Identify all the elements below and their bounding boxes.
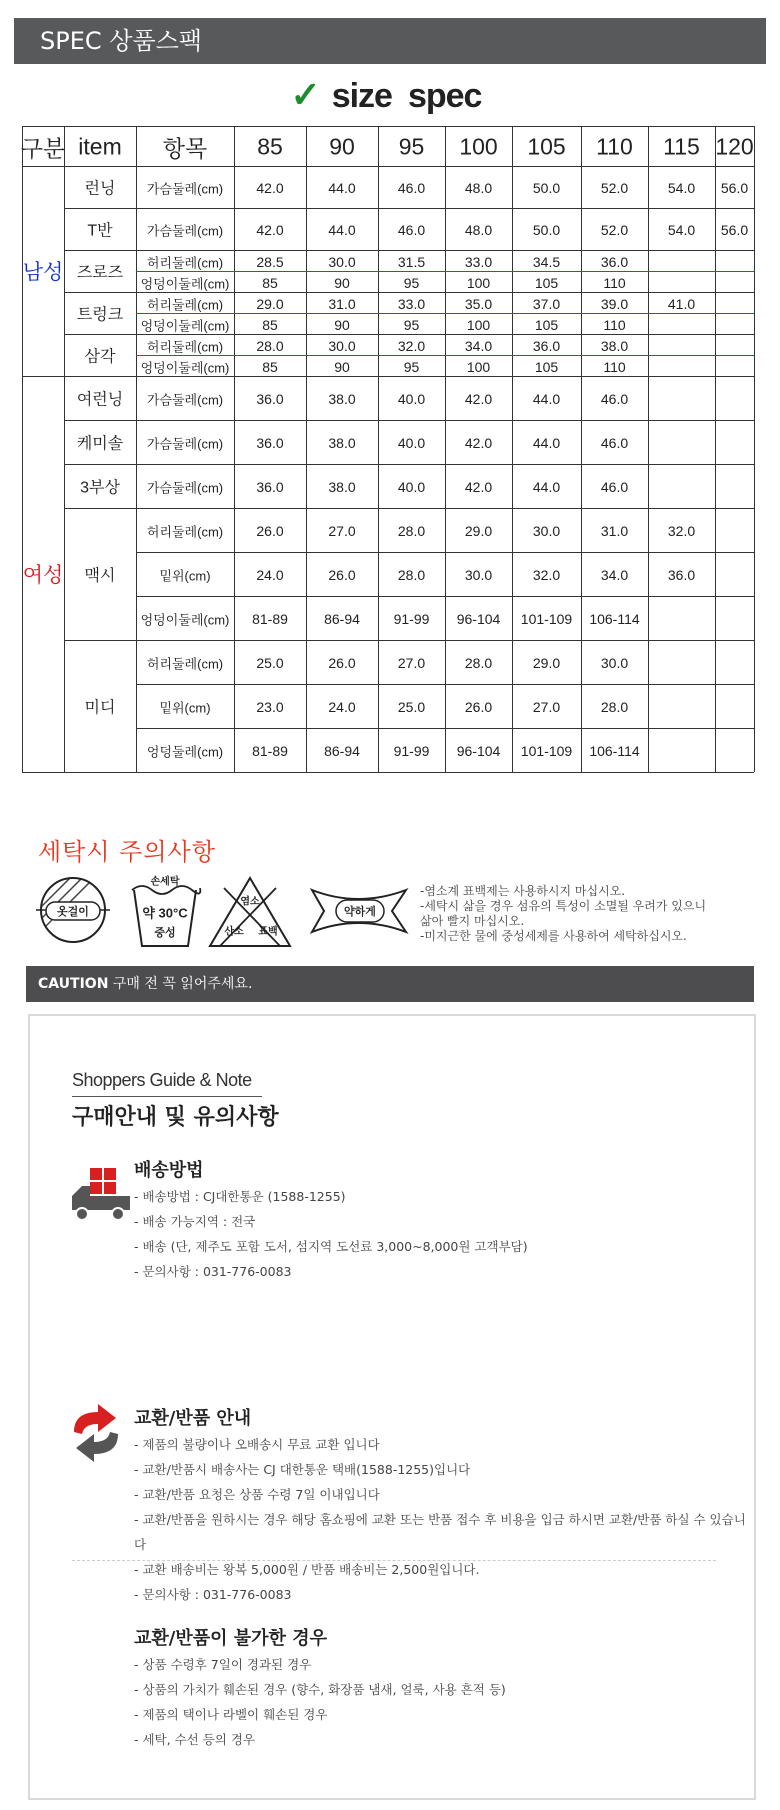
size-cell: 32.0: [667, 523, 696, 539]
bleach-label: 표백: [258, 926, 278, 938]
measure-label: 가슴둘레(cm): [146, 480, 224, 496]
table-row-line: [64, 508, 754, 509]
table-col-header: 115: [663, 133, 700, 160]
size-cell: 28.0: [464, 655, 493, 671]
size-cell: 91-99: [393, 611, 430, 627]
size-cell: 26.0: [464, 699, 493, 715]
measure-label: 엉덩이둘레(cm): [140, 276, 230, 291]
size-cell: 48.0: [464, 180, 493, 196]
size-cell: 52.0: [600, 180, 629, 196]
hand-wash-label: 손세탁: [150, 876, 180, 888]
table-col-header: item: [78, 133, 122, 160]
size-cell: 46.0: [600, 435, 629, 451]
not-allowed-line: - 상품의 가치가 훼손된 경우 (향수, 화장품 냄새, 얼룩, 사용 흔적 등): [134, 1682, 506, 1697]
size-cell: 86-94: [324, 743, 360, 759]
size-cell: 37.0: [532, 295, 561, 312]
table-row-line: [136, 552, 754, 553]
size-cell: 30.0: [532, 523, 561, 539]
size-cell: 38.0: [328, 435, 356, 451]
size-cell: 44.0: [532, 479, 561, 495]
size-cell: 56.0: [720, 180, 749, 196]
size-cell: 25.0: [397, 699, 426, 715]
size-cell: 39.0: [600, 295, 629, 312]
table-col-header: 95: [398, 133, 425, 160]
size-cell: 36.0: [600, 253, 629, 270]
care-note: -염소계 표백제는 사용하시지 마십시오.: [420, 884, 626, 898]
size-cell: 27.0: [532, 699, 561, 715]
size-cell: 110: [603, 274, 626, 291]
measure-label: 밑위(cm): [159, 568, 211, 584]
size-cell: 91-99: [393, 743, 430, 759]
size-cell: 42.0: [464, 391, 493, 407]
exchange-line: - 교환/반품을 원하시는 경우 해당 홈쇼핑에 교환 또는 반품 접수 후 비용을 입금 하시면 교환/반품 하실 수 있습니다: [134, 1512, 746, 1552]
size-cell: 28.0: [397, 567, 426, 583]
size-cell: 36.0: [532, 337, 561, 354]
size-cell: 46.0: [600, 391, 629, 407]
check-icon: ✓: [290, 74, 320, 115]
size-cell: 95: [403, 274, 420, 291]
guide-title-ko: 구매안내 및 유의사항: [72, 1105, 279, 1130]
size-cell: 101-109: [520, 743, 573, 759]
table-sub-line: [136, 355, 754, 356]
item-samgak: 삼각: [84, 348, 116, 366]
caution-text: 구매 전 꼭 읽어주세요.: [112, 976, 253, 992]
size-cell: 36.0: [256, 435, 284, 451]
size-cell: 26.0: [256, 523, 284, 539]
size-cell: 110: [603, 316, 626, 333]
table-col-line: [136, 126, 137, 772]
size-cell: 81-89: [252, 743, 288, 759]
item-sambu: 3부상: [80, 479, 120, 497]
size-cell: 28.5: [256, 253, 284, 270]
measure-label: 가슴둘레(cm): [146, 392, 224, 408]
table-col-header: 100: [459, 133, 498, 160]
size-cell: 33.0: [397, 295, 426, 312]
exchange-arrows-icon: [68, 1402, 124, 1464]
size-cell: 100: [466, 316, 491, 333]
size-cell: 101-109: [520, 611, 573, 627]
chlorine-label: 염소: [240, 896, 260, 908]
size-cell: 42.0: [464, 435, 493, 451]
size-cell: 28.0: [397, 523, 426, 539]
measure-label: 밑위(cm): [159, 700, 211, 716]
table-col-header: 90: [329, 133, 355, 160]
exchange-line: - 교환 배송비는 왕복 5,000원 / 반품 배송비는 2,500원입니다.: [134, 1562, 480, 1577]
hand-wash-icon: [128, 868, 202, 950]
size-cell: 100: [466, 274, 491, 291]
size-table: [22, 126, 754, 792]
size-cell: 38.0: [600, 337, 629, 354]
size-cell: 85: [262, 274, 278, 291]
not-allowed-line: - 세탁, 수선 등의 경우: [134, 1732, 255, 1747]
guide-title-en: Shoppers Guide & Note: [72, 1070, 252, 1090]
size-cell: 50.0: [532, 222, 561, 238]
measure-label: 허리둘레(cm): [146, 524, 224, 540]
size-cell: 34.0: [600, 567, 629, 583]
size-cell: 30.0: [600, 655, 629, 671]
size-cell: 42.0: [256, 180, 284, 196]
size-cell: 46.0: [397, 180, 426, 196]
table-col-line: [648, 126, 649, 772]
not-allowed-lines: [134, 1652, 506, 1752]
size-cell: 38.0: [328, 479, 356, 495]
table-row-line: [136, 596, 754, 597]
table-col-line: [512, 126, 513, 772]
hanger-label: 옷걸이: [57, 906, 89, 918]
size-word: size: [331, 77, 392, 115]
size-cell: 34.5: [532, 253, 561, 270]
item-w_running: 여런닝: [76, 391, 124, 409]
delivery-line: - 배송 (단, 제주도 포함 도서, 섬지역 도선료 3,000~8,000원 고객부담): [134, 1239, 528, 1254]
size-cell: 24.0: [328, 699, 356, 715]
size-cell: 100: [466, 358, 491, 375]
measure-label: 허리둘레(cm): [146, 656, 224, 672]
size-cell: 96-104: [456, 611, 501, 627]
size-cell: 40.0: [397, 479, 426, 495]
measure-label: 가슴둘레(cm): [146, 223, 224, 239]
size-cell: 56.0: [720, 222, 749, 238]
iron-low-icon: [306, 884, 412, 938]
delivery-line: - 배송방법 : CJ대한통운 (1588-1255): [134, 1189, 346, 1204]
size-cell: 105: [534, 358, 559, 375]
size-cell: 81-89: [252, 611, 288, 627]
group-men: 남성: [22, 261, 64, 284]
size-cell: 26.0: [328, 655, 356, 671]
exchange-line: - 교환/반품시 배송사는 CJ 대한통운 택배(1588-1255)입니다: [134, 1462, 471, 1477]
size-cell: 40.0: [397, 391, 426, 407]
size-cell: 106-114: [589, 611, 640, 627]
table-header-line: [22, 166, 754, 167]
table-col-line: [378, 126, 379, 772]
size-cell: 95: [403, 358, 420, 375]
table-col-header: 항목: [162, 135, 208, 162]
size-cell: 105: [534, 316, 559, 333]
item-drawers: 즈로즈: [76, 264, 124, 282]
delivery-truck-icon: [70, 1166, 134, 1226]
not-allowed-line: - 상품 수령후 7일이 경과된 경우: [134, 1657, 312, 1672]
table-sub-line: [136, 271, 754, 272]
table-col-line: [754, 126, 755, 772]
size-cell: 96-104: [456, 743, 501, 759]
size-cell: 29.0: [464, 523, 493, 539]
size-cell: 54.0: [667, 180, 696, 196]
table-col-line: [64, 126, 65, 772]
measure-label: 엉덩둘레(cm): [146, 744, 224, 760]
exchange-line: - 문의사항 : 031-776-0083: [134, 1587, 292, 1602]
exchange-title: 교환/반품 안내: [134, 1408, 252, 1429]
size-cell: 31.0: [328, 295, 356, 312]
table-col-header: 110: [596, 133, 633, 160]
size-cell: 106-114: [589, 743, 640, 759]
size-cell: 90: [334, 316, 350, 333]
table-col-line: [22, 126, 23, 772]
size-spec-title: [0, 74, 780, 116]
table-row-line: [64, 334, 754, 335]
no-bleach-icon: [206, 874, 294, 950]
table-col-header: 105: [527, 133, 566, 160]
table-row-line: [136, 728, 754, 729]
size-cell: 52.0: [600, 222, 629, 238]
table-border-bottom: [22, 772, 754, 773]
size-cell: 33.0: [464, 253, 493, 270]
table-row-line: [64, 464, 754, 465]
size-cell: 24.0: [256, 567, 284, 583]
size-cell: 31.0: [600, 523, 629, 539]
size-cell: 34.0: [464, 337, 493, 354]
size-cell: 46.0: [397, 222, 426, 238]
size-cell: 41.0: [667, 295, 696, 312]
size-cell: 110: [603, 358, 626, 375]
size-cell: 105: [534, 274, 559, 291]
size-cell: 23.0: [256, 699, 284, 715]
table-col-header: 85: [257, 133, 283, 160]
item-camisole: 케미솔: [76, 435, 124, 453]
exchange-line: - 제품의 불량이나 오배송시 무료 교환 입니다: [134, 1437, 380, 1452]
size-cell: 32.0: [397, 337, 426, 354]
table-sub-line: [136, 313, 754, 314]
size-cell: 28.0: [600, 699, 629, 715]
care-title: 세탁시 주의사항: [38, 838, 216, 866]
size-cell: 38.0: [328, 391, 356, 407]
measure-label: 가슴둘레(cm): [146, 436, 224, 452]
spec-header: [14, 18, 766, 64]
table-row-line: [136, 684, 754, 685]
size-cell: 35.0: [464, 295, 493, 312]
size-cell: 44.0: [532, 435, 561, 451]
table-row-line: [64, 640, 754, 641]
measure-label: 허리둘레(cm): [146, 255, 224, 270]
table-col-line: [715, 126, 716, 772]
size-cell: 27.0: [328, 523, 356, 539]
size-cell: 44.0: [328, 222, 356, 238]
exchange-line: - 교환/반품 요청은 상품 수령 7일 이내입니다: [134, 1487, 380, 1502]
table-col-line: [581, 126, 582, 772]
iron-low-label: 약하게: [344, 906, 376, 918]
item-trunk: 트렁크: [76, 306, 124, 324]
measure-label: 허리둘레(cm): [146, 339, 224, 354]
spec-word: spec: [407, 77, 482, 115]
size-cell: 42.0: [256, 222, 284, 238]
size-cell: 36.0: [256, 391, 284, 407]
table-row-line: [64, 420, 754, 421]
delivery-line: - 배송 가능지역 : 전국: [134, 1214, 256, 1229]
size-cell: 32.0: [532, 567, 561, 583]
size-cell: 85: [262, 358, 278, 375]
table-col-header: 구분: [20, 135, 66, 162]
size-cell: 42.0: [464, 479, 493, 495]
size-cell: 31.5: [397, 253, 426, 270]
exchange-lines: [134, 1432, 754, 1607]
measure-label: 가슴둘레(cm): [146, 181, 224, 197]
table-row-line: [64, 208, 754, 209]
size-cell: 26.0: [328, 567, 356, 583]
size-cell: 25.0: [256, 655, 284, 671]
table-row-line: [64, 292, 754, 293]
measure-label: 엉덩이둘레(cm): [140, 360, 230, 375]
oxygen-label: 산소: [224, 926, 244, 938]
table-border-top: [22, 126, 754, 127]
size-cell: 44.0: [532, 391, 561, 407]
table-group-line: [22, 376, 754, 377]
measure-label: 엉덩이둘레(cm): [140, 318, 230, 333]
group-women: 여성: [22, 564, 64, 587]
measure-label: 허리둘레(cm): [146, 297, 224, 312]
table-col-line: [234, 126, 235, 772]
care-note: 삶아 빨지 마십시오.: [420, 914, 525, 928]
size-cell: 30.0: [328, 253, 356, 270]
size-cell: 90: [334, 274, 350, 291]
spec-header-title: SPEC 상품스팩: [40, 27, 202, 55]
delivery-title: 배송방법: [134, 1160, 204, 1181]
table-col-line: [445, 126, 446, 772]
wash-temp-label: 약 30°C: [142, 905, 188, 921]
hanger-dry-icon: [32, 872, 114, 948]
item-midi: 미디: [84, 699, 116, 717]
size-cell: 29.0: [532, 655, 561, 671]
care-note: -미지근한 물에 중성세제를 사용하여 세탁하십시오.: [420, 929, 687, 943]
table-col-header: 120: [715, 133, 754, 160]
not-allowed-line: - 제품의 택이나 라벨이 훼손된 경우: [134, 1707, 328, 1722]
caution-bar: [26, 966, 754, 1002]
table-row-line: [64, 250, 754, 251]
size-cell: 36.0: [256, 479, 284, 495]
care-notes: [420, 884, 706, 944]
size-cell: 46.0: [600, 479, 629, 495]
size-cell: 30.0: [328, 337, 356, 354]
size-cell: 40.0: [397, 435, 426, 451]
shoppers-guide: [28, 1014, 756, 1800]
size-cell: 28.0: [256, 337, 284, 354]
size-cell: 50.0: [532, 180, 561, 196]
size-cell: 36.0: [667, 567, 696, 583]
neutral-detergent-label: 중성: [154, 927, 176, 939]
delivery-line: - 문의사항 : 031-776-0083: [134, 1264, 292, 1279]
size-cell: 86-94: [324, 611, 360, 627]
size-cell: 48.0: [464, 222, 493, 238]
caution-label: CAUTION: [38, 976, 109, 992]
measure-label: 엉덩이둘레(cm): [140, 612, 230, 628]
size-cell: 30.0: [464, 567, 493, 583]
item-tban: T반: [87, 222, 113, 240]
size-cell: 29.0: [256, 295, 284, 312]
size-cell: 27.0: [397, 655, 426, 671]
guide-title-underline: [72, 1096, 262, 1097]
care-note: -세탁시 삶을 경우 섬유의 특성이 소멸될 우려가 있으니: [420, 899, 707, 913]
size-cell: 44.0: [328, 180, 356, 196]
item-running: 런닝: [84, 180, 116, 198]
item-maxi: 맥시: [84, 567, 116, 585]
size-cell: 95: [403, 316, 420, 333]
delivery-lines: [134, 1184, 528, 1284]
table-col-line: [306, 126, 307, 772]
not-allowed-title: 교환/반품이 불가한 경우: [134, 1628, 327, 1649]
size-cell: 54.0: [667, 222, 696, 238]
size-cell: 85: [262, 316, 278, 333]
size-cell: 90: [334, 358, 350, 375]
